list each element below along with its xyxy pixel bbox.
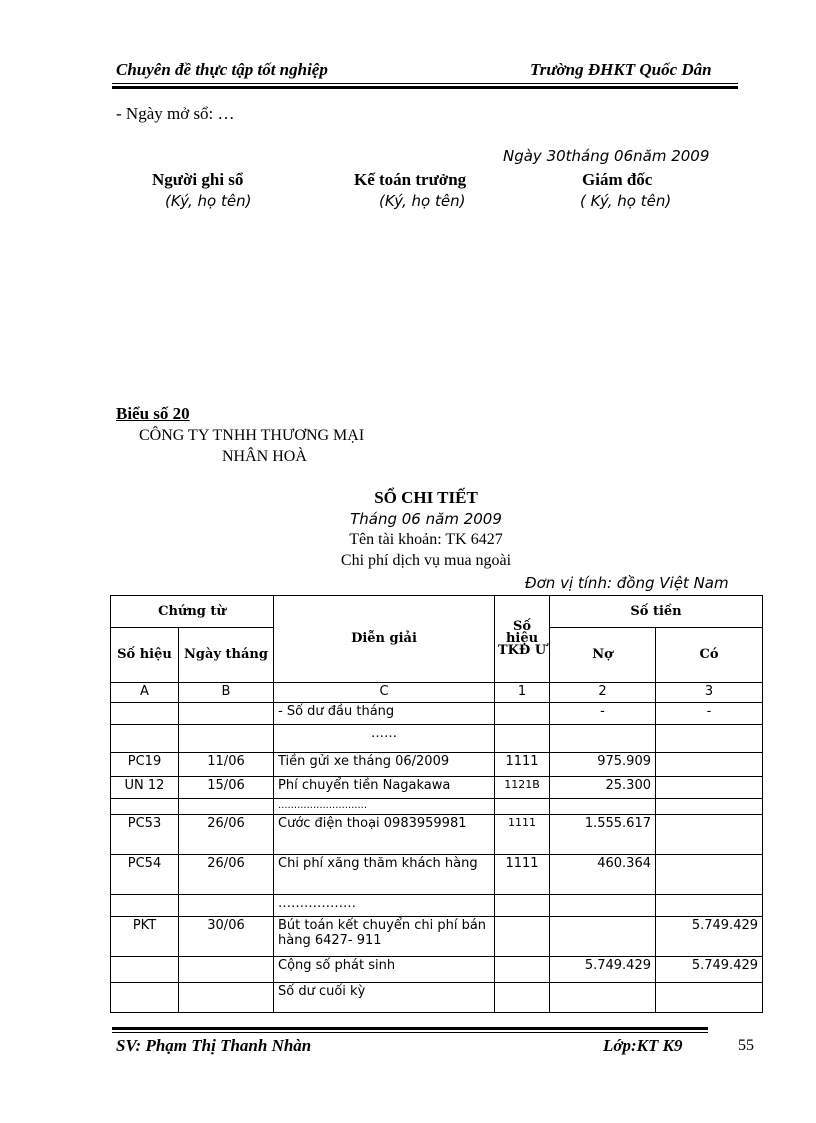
cell-so-hieu: PC19 — [111, 753, 179, 777]
cell-so-hieu: UN 12 — [111, 777, 179, 799]
cell-tkdu: 1111 — [495, 815, 550, 855]
table-row — [111, 777, 763, 799]
table-row — [111, 703, 763, 725]
table-row — [111, 855, 763, 895]
company-line2: NHÂN HOÀ — [222, 448, 307, 465]
cell-tkdu — [495, 957, 550, 983]
table-row — [111, 983, 763, 1013]
cell-no: 975.909 — [550, 753, 656, 777]
cell-co: 5.749.429 — [656, 957, 763, 983]
table-row — [111, 753, 763, 777]
cell-ngay: 11/06 — [179, 753, 274, 777]
signer-chief-accountant-sub: (Ký, họ tên) — [379, 192, 466, 210]
cell-no: - — [550, 703, 656, 725]
open-date: - Ngày mở sổ: … — [116, 104, 235, 123]
cell-ngay — [179, 983, 274, 1013]
code-row — [111, 683, 763, 703]
header-so-hieu: Số hiệu — [111, 628, 179, 683]
cell-dien-giai: Phí chuyển tiền Nagakawa — [274, 777, 495, 799]
cell-tkdu — [495, 983, 550, 1013]
signer-director-title: Giám đốc — [582, 170, 653, 189]
header-rule-thick — [112, 86, 738, 89]
cell-ngay — [179, 957, 274, 983]
code-cell: C — [274, 683, 495, 703]
table-row — [111, 815, 763, 855]
cell-co — [656, 725, 763, 753]
header-rule — [112, 83, 738, 84]
cell-so-hieu: PKT — [111, 917, 179, 957]
cell-ngay — [179, 703, 274, 725]
cell-dien-giai: Chi phí xăng thăm khách hàng — [274, 855, 495, 895]
cell-tkdu — [495, 799, 550, 815]
cell-tkdu: 1111 — [495, 753, 550, 777]
cell-so-hieu: PC54 — [111, 855, 179, 895]
doc-period: Tháng 06 năm 2009 — [350, 510, 502, 528]
form-label: Biểu số 20 — [116, 404, 190, 423]
signer-recorder-sub: (Ký, họ tên) — [165, 192, 252, 210]
cell-dien-giai: ……………… — [274, 895, 495, 917]
cell-no: 5.749.429 — [550, 957, 656, 983]
cell-co: 5.749.429 — [656, 917, 763, 957]
doc-account: Tên tài khoản: TK 6427 — [349, 531, 503, 548]
cell-ngay: 30/06 — [179, 917, 274, 957]
header-co: Có — [656, 628, 763, 683]
cell-dien-giai: Cộng số phát sinh — [274, 957, 495, 983]
cell-co — [656, 777, 763, 799]
header-left: Chuyên đề thực tập tốt nghiệp — [116, 60, 328, 79]
doc-unit: Đơn vị tính: đồng Việt Nam — [525, 574, 729, 592]
table-row — [111, 895, 763, 917]
cell-so-hieu — [111, 983, 179, 1013]
doc-account-name: Chi phí dịch vụ mua ngoài — [340, 552, 512, 569]
ledger-table — [110, 595, 763, 1013]
cell-no — [550, 799, 656, 815]
cell-dien-giai: ............................ — [274, 799, 495, 815]
cell-no — [550, 983, 656, 1013]
table-row — [111, 799, 763, 815]
cell-tkdu: 1121B — [495, 777, 550, 799]
cell-no — [550, 917, 656, 957]
code-cell: 3 — [656, 683, 763, 703]
cell-so-hieu — [111, 799, 179, 815]
cell-tkdu — [495, 725, 550, 753]
code-cell: 2 — [550, 683, 656, 703]
header-dien-giai: Diễn giải — [274, 596, 495, 683]
table-row — [111, 957, 763, 983]
cell-ngay: 26/06 — [179, 815, 274, 855]
cell-ngay — [179, 799, 274, 815]
header-right: Trường ĐHKT Quốc Dân — [530, 60, 712, 79]
cell-co — [656, 895, 763, 917]
table-row — [111, 725, 763, 753]
cell-ngay — [179, 895, 274, 917]
cell-so-hieu — [111, 895, 179, 917]
footer-rule-thick — [112, 1027, 708, 1030]
header-ngay-thang: Ngày tháng — [179, 628, 274, 683]
cell-tkdu — [495, 895, 550, 917]
cell-no — [550, 725, 656, 753]
cell-dien-giai: …… — [274, 725, 495, 753]
cell-no: 1.555.617 — [550, 815, 656, 855]
cell-co — [656, 855, 763, 895]
cell-ngay: 26/06 — [179, 855, 274, 895]
code-cell: 1 — [495, 683, 550, 703]
cell-so-hieu — [111, 957, 179, 983]
header-tkdu: Số hiệu TKĐ Ư — [495, 596, 550, 683]
code-cell: A — [111, 683, 179, 703]
cell-co — [656, 799, 763, 815]
header-so-tien: Số tiền — [550, 596, 763, 628]
footer-rule — [112, 1032, 708, 1033]
company-line1: CÔNG TY TNHH THƯƠNG MẠI — [139, 427, 365, 444]
cell-so-hieu: PC53 — [111, 815, 179, 855]
page-number: 55 — [738, 1037, 754, 1054]
code-cell: B — [179, 683, 274, 703]
cell-dien-giai: Số dư cuối kỳ — [274, 983, 495, 1013]
cell-so-hieu — [111, 725, 179, 753]
cell-co — [656, 983, 763, 1013]
cell-no: 25.300 — [550, 777, 656, 799]
footer-class: Lớp:KT K9 — [603, 1036, 683, 1055]
table-row — [111, 917, 763, 957]
header-no: Nợ — [550, 628, 656, 683]
cell-ngay: 15/06 — [179, 777, 274, 799]
date-line: Ngày 30tháng 06năm 2009 — [503, 147, 710, 165]
cell-tkdu — [495, 703, 550, 725]
header-chung-tu: Chứng từ — [111, 596, 274, 628]
signer-director-sub: ( Ký, họ tên) — [580, 192, 672, 210]
cell-tkdu: 1111 — [495, 855, 550, 895]
cell-co — [656, 815, 763, 855]
signer-chief-accountant-title: Kế toán trưởng — [354, 170, 467, 189]
footer-student: SV: Phạm Thị Thanh Nhàn — [116, 1036, 312, 1055]
cell-co — [656, 753, 763, 777]
cell-dien-giai: Tiền gửi xe tháng 06/2009 — [274, 753, 495, 777]
cell-so-hieu — [111, 703, 179, 725]
cell-dien-giai: Bút toán kết chuyển chi phí bán hàng 6427- 911 — [274, 917, 495, 957]
doc-title: SỔ CHI TIẾT — [374, 488, 478, 507]
signer-recorder-title: Người ghi sổ — [152, 170, 244, 189]
cell-no: 460.364 — [550, 855, 656, 895]
cell-no — [550, 895, 656, 917]
cell-co: - — [656, 703, 763, 725]
cell-dien-giai: Cước điện thoại 0983959981 — [274, 815, 495, 855]
cell-ngay — [179, 725, 274, 753]
cell-dien-giai: - Số dư đầu tháng — [274, 703, 495, 725]
cell-tkdu — [495, 917, 550, 957]
